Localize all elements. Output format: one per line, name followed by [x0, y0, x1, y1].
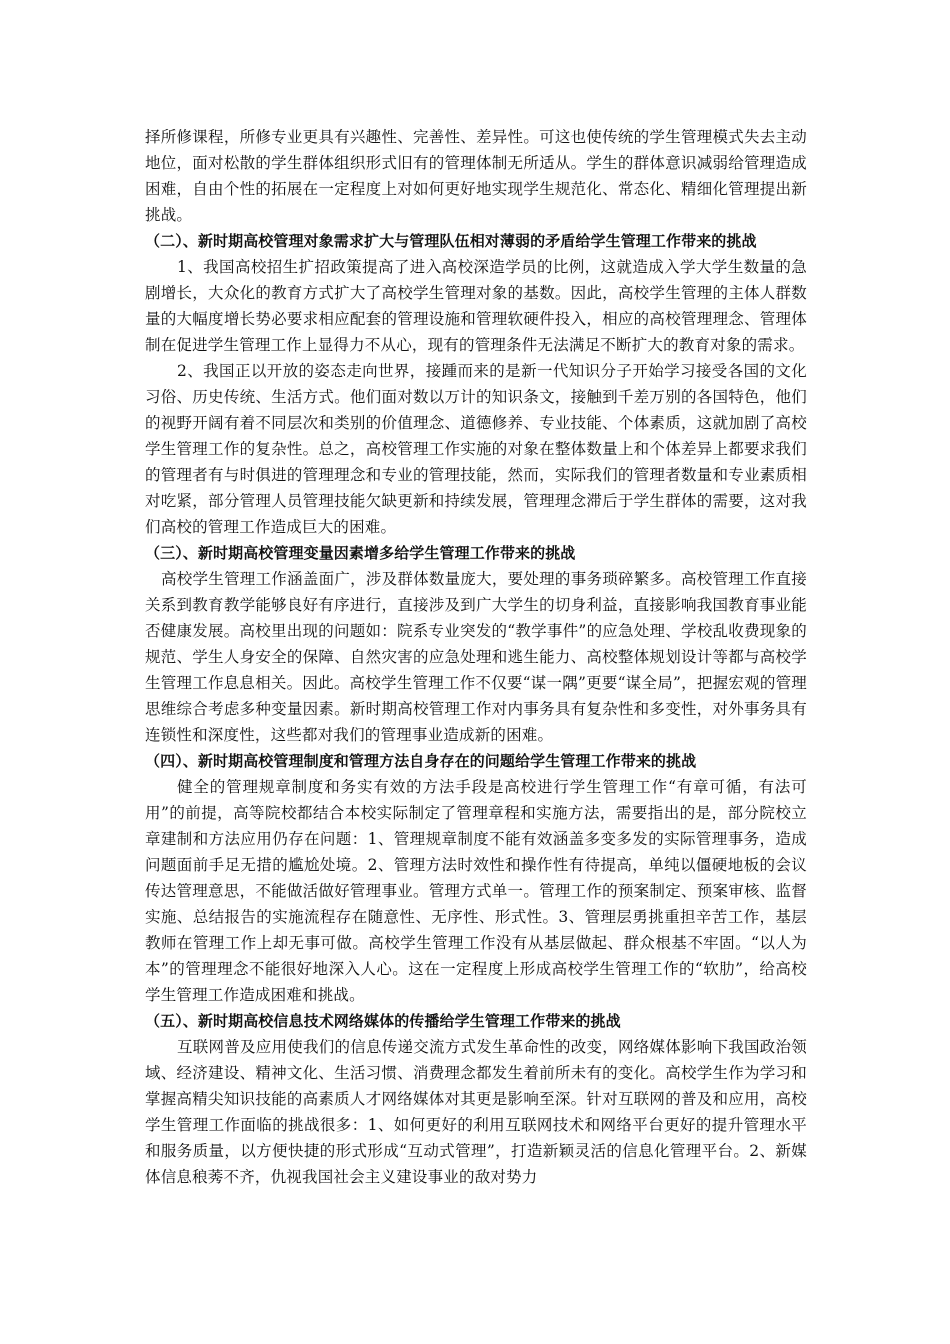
- section-heading: （五）、新时期高校信息技术网络媒体的传播给学生管理工作带来的挑战: [145, 1012, 621, 1030]
- section-heading: （二）、新时期高校管理对象需求扩大与管理队伍相对薄弱的矛盾给学生管理工作带来的挑战: [145, 232, 757, 250]
- section-heading: （三）、新时期高校管理变量因素增多给学生管理工作带来的挑战: [145, 544, 576, 562]
- paragraph: 健全的管理规章制度和务实有效的方法手段是高校进行学生管理工作“有章可循，有法可用”的前提，高等院校都结合本校实际制定了管理章程和实施方法，需要指出的是，部分院校立章建制和方法应用仍存在问题：1、管理规章制度不能有效涵盖多变多发的实际管理事务，造成问题面前手足无措的尴尬处境。2、管理方法时效性和操作性有待提高，单纯以僵硬地板的会议传达管理意思，不能做活做好管理事业。管理方式单一。管理工作的预案制定、预案审核、监督实施、总结报告的实施流程存在随意性、无序性、形式性。3、管理层勇挑重担辛苦工作，基层教师在管理工作上却无事可做。高校学生管理工作没有从基层做起、群众根基不牢固。“以人为本”的管理理念不能很好地深入人心。这在一定程度上形成高校学生管理工作的“软肋”，给高校学生管理工作造成困难和挑战。: [145, 778, 807, 1004]
- paragraph: 1、我国高校招生扩招政策提高了进入高校深造学员的比例，这就造成入学大学生数量的急剧增长，大众化的教育方式扩大了高校学生管理对象的基数。因此，高校学生管理的主体人群数量的大幅度增长势必要求相应配套的管理设施和管理软硬件投入，相应的高校管理理念、管理体制在促进学生管理工作上显得力不从心，现有的管理条件无法满足不断扩大的教育对象的需求。: [145, 258, 807, 354]
- section-heading: （四）、新时期高校管理制度和管理方法自身存在的问题给学生管理工作带来的挑战: [145, 752, 697, 770]
- paragraph: 2、我国正以开放的姿态走向世界，接踵而来的是新一代知识分子开始学习接受各国的文化习俗、历史传统、生活方式。他们面对数以万计的知识条文，接触到千差万别的各国特色，他们的视野开阔有着不同层次和类别的价值理念、道德修养、专业技能、个体素质，这就加剧了高校学生管理工作的复杂性。总之，高校管理工作实施的对象在整体数量上和个体差异上都要求我们的管理者有与时俱进的管理理念和专业的管理技能，然而，实际我们的管理者数量和专业素质相对吃紧，部分管理人员管理技能欠缺更新和持续发展，管理理念滞后于学生群体的需要，这对我们高校的管理工作造成巨大的困难。: [145, 362, 807, 536]
- paragraph: 互联网普及应用使我们的信息传递交流方式发生革命性的改变，网络媒体影响下我国政治领域、经济建设、精神文化、生活习惯、消费理念都发生着前所未有的变化。高校学生作为学习和掌握高精尖知识技能的高素质人才网络媒体对其更是影响至深。针对互联网的普及和应用，高校学生管理工作面临的挑战很多：1、如何更好的利用互联网技术和网络平台更好的提升管理水平和服务质量，以方便快捷的形式形成“互动式管理”，打造新颖灵活的信息化管理平台。2、新媒体信息稂莠不齐，仇视我国社会主义建设事业的敌对势力: [145, 1038, 807, 1186]
- paragraph: 择所修课程，所修专业更具有兴趣性、完善性、差异性。可这也使传统的学生管理模式失去主动地位，面对松散的学生群体组织形式旧有的管理体制无所适从。学生的群体意识减弱给管理造成困难，自由个性的拓展在一定程度上对如何更好地实现学生规范化、常态化、精细化管理提出新挑战。: [145, 128, 807, 224]
- paragraph: 高校学生管理工作涵盖面广，涉及群体数量庞大，要处理的事务琐碎繁多。高校管理工作直接关系到教育教学能够良好有序进行，直接涉及到广大学生的切身利益，直接影响我国教育事业能否健康发展。高校里出现的问题如：院系专业突发的“教学事件”的应急处理、学校乱收费现象的规范、学生人身安全的保障、自然灾害的应急处理和逃生能力、高校整体规划设计等都与高校学生管理工作息息相关。因此。高校学生管理工作不仅要“谋一隅”更要“谋全局”，把握宏观的管理思维综合考虑多种变量因素。新时期高校管理工作对内事务具有复杂性和多变性，对外事务具有连锁性和深度性，这些都对我们的管理事业造成新的困难。: [145, 570, 807, 744]
- document-page: [145, 124, 807, 1190]
